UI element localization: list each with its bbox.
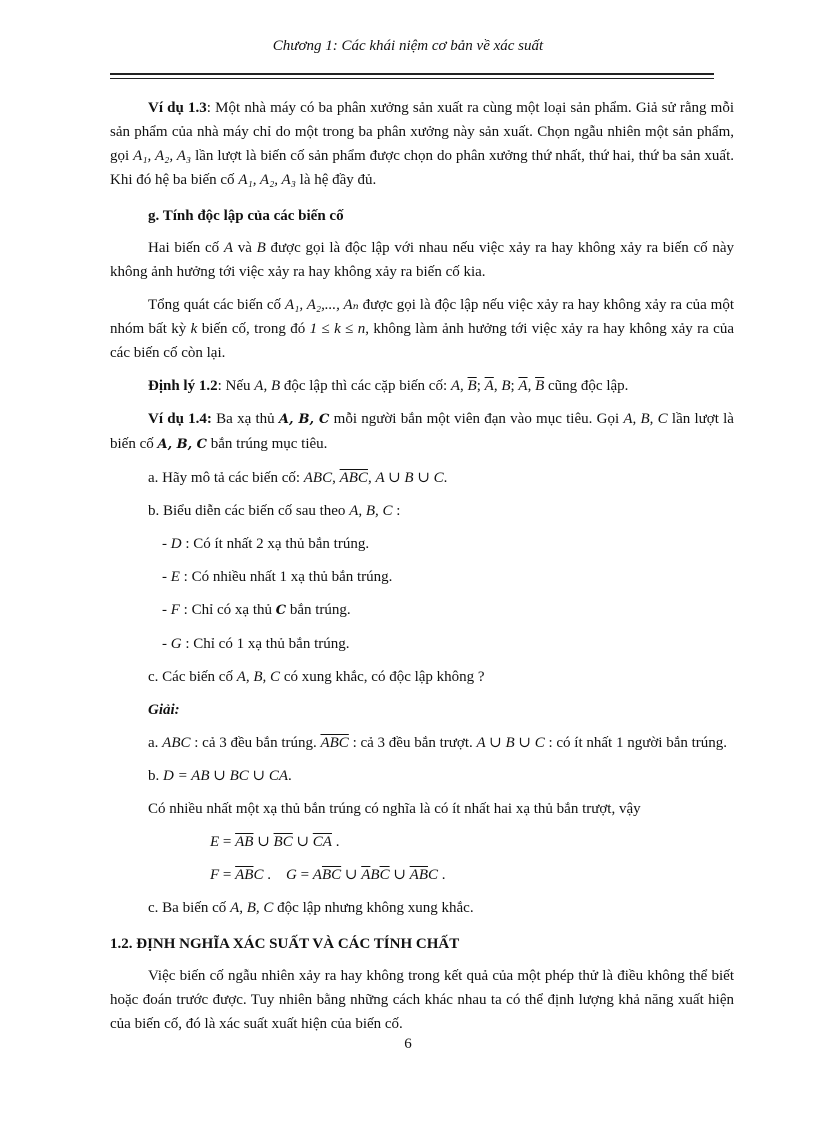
page-content (110, 96, 734, 1045)
section-g-heading: g. Tính độc lập của các biến cố (148, 208, 344, 224)
formula-f-g: $F = \overline{AB}C$ . $G = A\overline{BC}$ ∪ $\overline{A}B\overline{C}$ ∪ $\overline{AB}C$ . (210, 867, 446, 883)
header-rule-thin (110, 78, 714, 79)
question-b: b. Biểu diễn các biến cố sau theo A, B, C : (148, 503, 401, 519)
section-1-2-heading: 1.2. ĐỊNH NGHĨA XÁC SUẤT VÀ CÁC TÍNH CHẤT (110, 936, 460, 952)
example-1-4: Ví dụ 1.4: Ba xạ thủ A, B, C mỗi người bắn một viên đạn vào mục tiêu. Gọi A, B, C lần lượt là biến cố A, B, C bắn trúng mục tiêu. (110, 411, 734, 452)
list-item-d: - D : Có ít nhất 2 xạ thủ bắn trúng. (162, 536, 370, 552)
theorem-1-2: Định lý 1.2: Nếu A, B độc lập thì các cặp biến cố: A, $\overline{B}$; $\overline{A}$, B; $\overline{A}$, $\overline{B}$ cũng độc lập. (148, 378, 629, 394)
solution-b: b. D = AB ∪ BC ∪ CA. (148, 768, 292, 784)
list-item-g: - G : Chỉ có 1 xạ thủ bắn trúng. (162, 636, 350, 652)
solution-c: c. Ba biến cố A, B, C độc lập nhưng không xung khắc. (148, 900, 474, 916)
section-1-2-paragraph: Việc biến cố ngẫu nhiên xảy ra hay không trong kết quả của một phép thử là điều không thể biết hoặc đoán trước được. Tuy nhiên bằng những cách khác nhau ta có thể định lượng khả năng xuất hiện của biến cố, đó là xác suất xuất hiện của biến cố. (110, 968, 734, 1032)
independence-definition: Hai biến cố A và B được gọi là độc lập với nhau nếu việc xảy ra hay không xảy ra biến cố này không ảnh hưởng tới việc xảy ra hay không xảy ra biến cố kia. (110, 240, 734, 280)
general-independence: Tổng quát các biến cố A₁, A₂,..., Aₙ được gọi là độc lập nếu việc xảy ra hay không xảy ra của một nhóm bất kỳ k biến cố, trong đó 1 ≤ k ≤ n, không làm ảnh hưởng tới việc xảy ra hay không xảy ra của các biến cố còn lại. (110, 297, 734, 361)
header-rule-thick (110, 73, 714, 75)
list-item-f: - F : Chỉ có xạ thủ C bắn trúng. (162, 602, 351, 618)
formula-e: $E = \overline{AB}$ ∪ $\overline{BC}$ ∪ $\overline{CA}$ . (210, 834, 340, 850)
page-header: Chương 1: Các khái niệm cơ bản về xác suất (272, 38, 544, 54)
example-1-3: Ví dụ 1.3: Một nhà máy có ba phân xưởng sản xuất ra cùng một loại sản phẩm. Giả sử rằng mỗi sản phẩm của nhà máy chỉ do một trong ba phân xưởng này sản xuất. Chọn ngẫu nhiên một sản phẩm, gọi A₁, A₂, A₃ lần lượt là biến cố sản phẩm được chọn do phân xưởng thứ nhất, thứ hai, thứ ba sản xuất. Khi đó hệ ba biến cố A₁, A₂, A₃ là hệ đầy đủ. (110, 100, 735, 188)
solution-heading: Giải: (148, 702, 180, 718)
solution-e-text: Có nhiều nhất một xạ thủ bắn trúng có nghĩa là có ít nhất hai xạ thủ bắn trượt, vậy (148, 801, 641, 817)
question-c: c. Các biến cố A, B, C có xung khắc, có độc lập không ? (148, 669, 485, 685)
question-a: a. Hãy mô tả các biến cố: ABC, $\overline{ABC}$, A ∪ B ∪ C. (148, 470, 448, 486)
page-number: 6 (404, 1036, 412, 1052)
list-item-e: - E : Có nhiều nhất 1 xạ thủ bắn trúng. (162, 569, 393, 585)
solution-a: a. ABC : cả 3 đều bắn trúng. $\overline{ABC}$ : cả 3 đều bắn trượt. A ∪ B ∪ C : có ít nhất 1 người bắn trúng. (148, 735, 728, 751)
